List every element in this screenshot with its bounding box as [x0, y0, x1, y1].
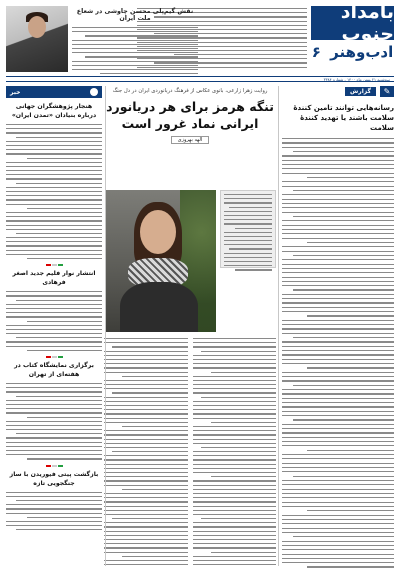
- newspaper-logo: بامداد جنوب: [311, 6, 394, 40]
- news-title: برگزاری نمایشگاه کتاب در هفته‌ای از تهران: [14, 362, 94, 378]
- news-title: بازگشت پیتی فیوریدن با ساز جنگجویی تازه: [9, 470, 99, 487]
- article-body-columns: [104, 338, 276, 564]
- top-article: [72, 8, 198, 72]
- article-headline: تنگه هرمز برای هر دریانورد ایرانی نماد غرور است: [106, 99, 274, 131]
- article-kicker: روایت زهرا زارعی، بانوی عکاس از فرهنگ دریانوردی ایران در دل جنگ: [112, 88, 268, 94]
- column-divider: [278, 86, 279, 566]
- report-column: [282, 86, 394, 566]
- column-divider: [105, 86, 106, 566]
- section-title: [311, 43, 394, 61]
- news-title: هنجار پژوهشگران جهانی درباره بنیادان «تمدن ایران»: [11, 103, 97, 119]
- masthead: [311, 1, 394, 74]
- news-body: [6, 492, 102, 531]
- news-section-label: خبر: [10, 88, 21, 96]
- news-column: [6, 86, 102, 566]
- flag-divider: [6, 356, 102, 358]
- news-body: [6, 383, 102, 460]
- report-title: رسانه‌هایی توانند تامین کنندهٔ سلامت باشند یا تهدید کنندهٔ سلامت: [293, 104, 394, 132]
- report-tag: گزارش: [345, 87, 376, 96]
- top-article-title: نقش گیم‌پلی محسن چاوشی در شعاع ملت ایران: [76, 8, 194, 22]
- news-title: انتشار نوار فلیم جدید اصغر فرهادی: [12, 270, 96, 287]
- news-body: [6, 124, 102, 259]
- lead-box: [220, 190, 276, 268]
- top-portrait-photo: [6, 6, 68, 72]
- flag-divider: [6, 465, 102, 467]
- section-label: ادب‌و‌هنر: [330, 43, 394, 61]
- article-byline: الهه بهروزی: [104, 136, 276, 144]
- flag-divider: [6, 264, 102, 266]
- report-body: [282, 138, 394, 571]
- page-number: ۶: [311, 43, 321, 61]
- report-icon: ✎: [380, 86, 394, 97]
- article-photo: [106, 190, 216, 332]
- news-icon: [90, 88, 98, 96]
- date-bar: [6, 76, 394, 82]
- issue-date: سه‌شنبه ۲۱ بهمن ماه ۱۴۰۰ - شماره ۳۳۸۴: [323, 77, 390, 82]
- news-body: [6, 291, 102, 351]
- news-header: [6, 86, 102, 98]
- main-article: [104, 86, 276, 566]
